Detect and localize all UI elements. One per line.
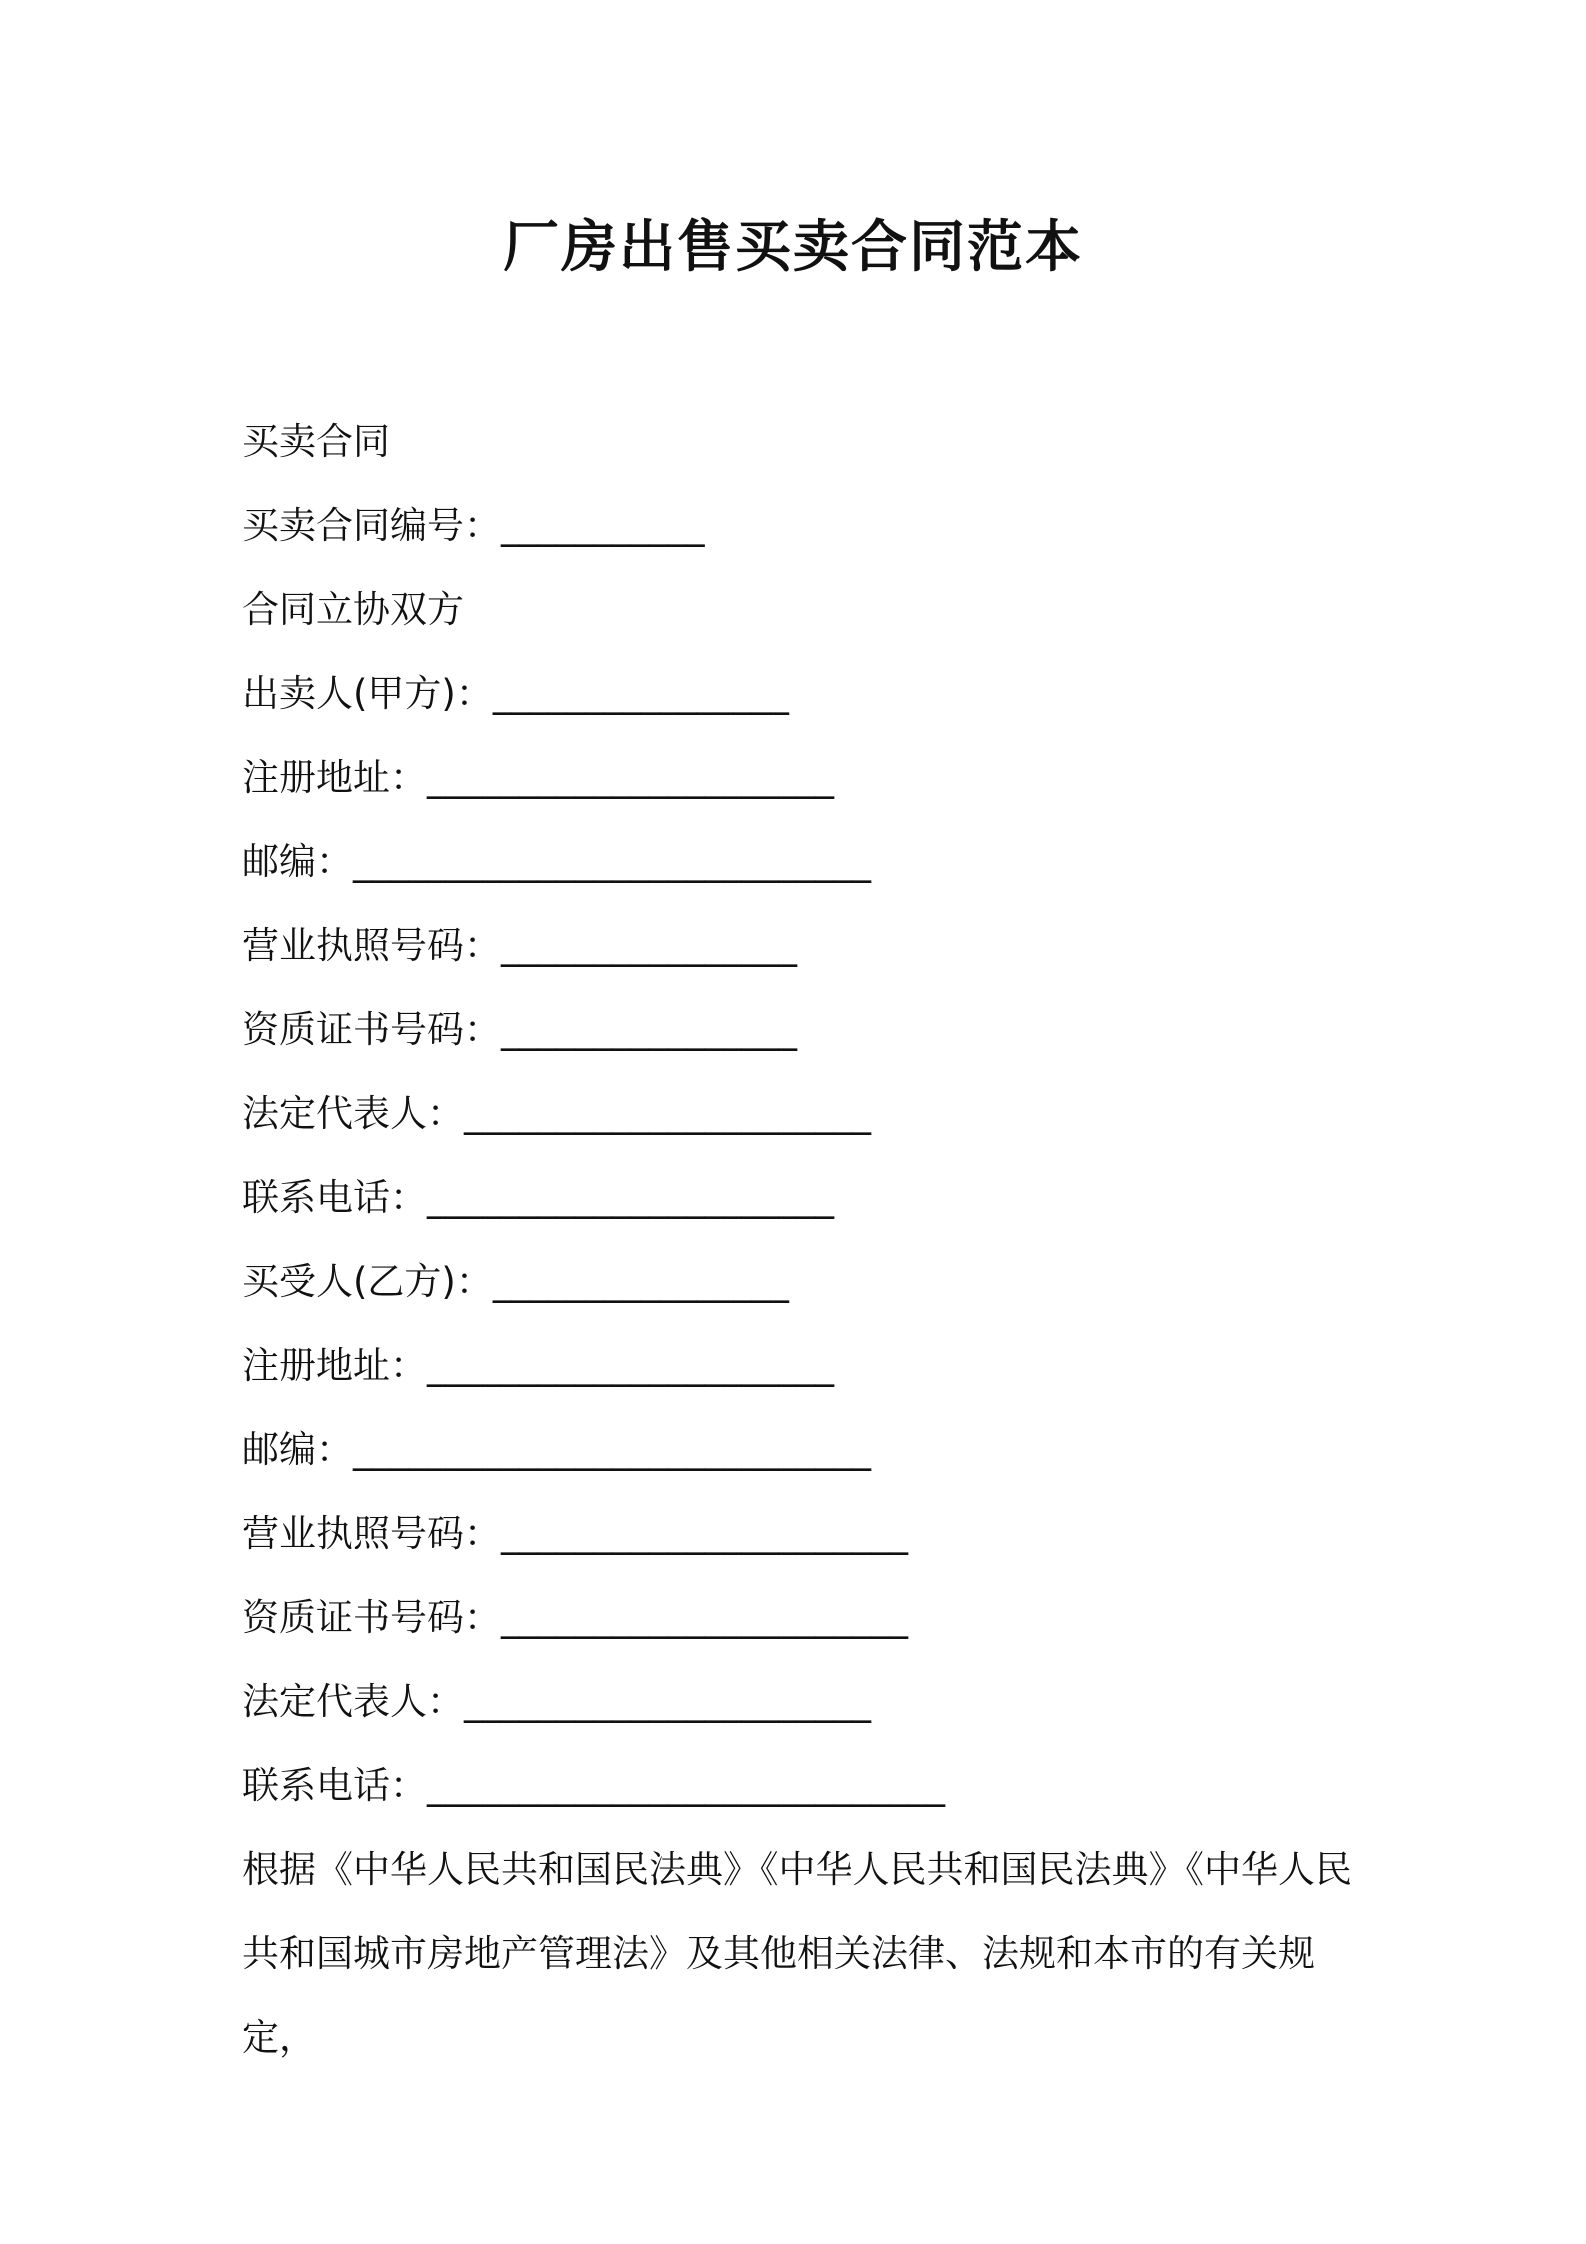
line-buyer-address: 注册地址：______________________ bbox=[242, 1344, 834, 1387]
document-body bbox=[242, 400, 1362, 2080]
document-title: 厂房出售买卖合同范本 bbox=[503, 215, 1083, 280]
line-contract-number: 买卖合同编号：___________ bbox=[242, 504, 705, 547]
line-seller-postcode: 邮编：____________________________ bbox=[242, 840, 871, 883]
line-buyer-postcode: 邮编：____________________________ bbox=[242, 1428, 871, 1471]
line-buyer-certificate: 资质证书号码：______________________ bbox=[242, 1596, 908, 1639]
line-buyer-legal-rep: 法定代表人：______________________ bbox=[242, 1680, 871, 1723]
line-buyer-phone: 联系电话：____________________________ bbox=[242, 1764, 945, 1807]
line-seller-certificate: 资质证书号码：________________ bbox=[242, 1008, 797, 1051]
line-seller-legal-rep: 法定代表人：______________________ bbox=[242, 1092, 871, 1135]
line-parties-heading: 合同立协双方 bbox=[242, 588, 464, 631]
line-buyer: 买受人(乙方)：________________ bbox=[242, 1260, 789, 1303]
legal-basis-paragraph: 根据《中华人民共和国民法典》《中华人民共和国民法典》《中华人民共和国城市房地产管理法》及其他相关法律、法规和本市的有关规定， bbox=[242, 1848, 1352, 2059]
line-seller-license: 营业执照号码：________________ bbox=[242, 924, 797, 967]
line-seller: 出卖人(甲方)：________________ bbox=[242, 672, 789, 715]
line-contract-heading: 买卖合同 bbox=[242, 420, 390, 463]
line-seller-address: 注册地址：______________________ bbox=[242, 756, 834, 799]
line-seller-phone: 联系电话：______________________ bbox=[242, 1176, 834, 1219]
line-buyer-license: 营业执照号码：______________________ bbox=[242, 1512, 908, 1555]
